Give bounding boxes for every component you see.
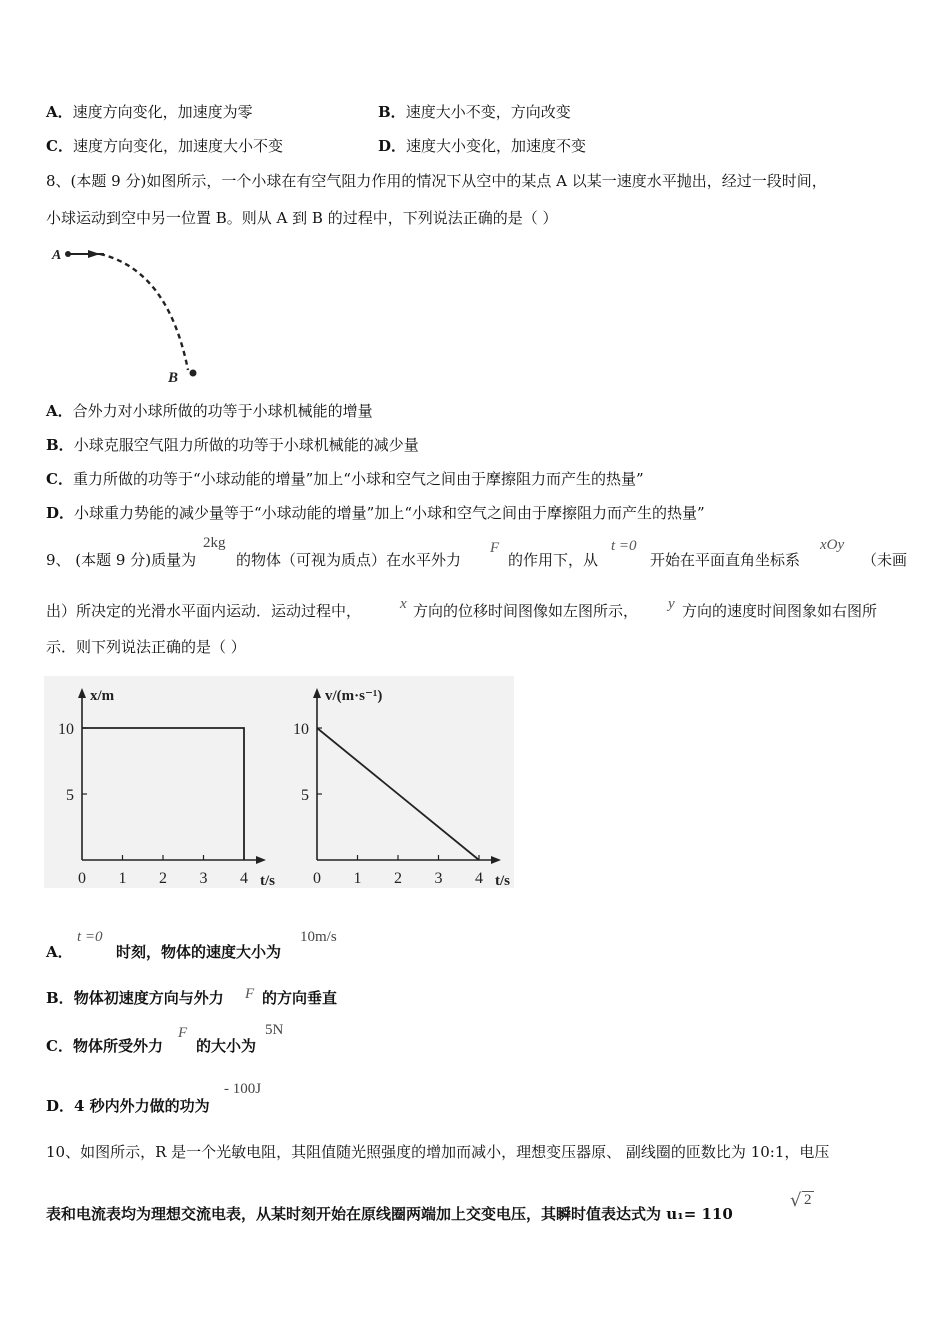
q8-option-a xyxy=(46,401,373,421)
option-letter: A． xyxy=(46,943,73,961)
data-line xyxy=(317,728,479,860)
math-x: x xyxy=(400,596,407,612)
q9-option-c xyxy=(46,1036,163,1056)
option-text: 物体所受外力 xyxy=(72,1037,163,1055)
q9-option-d xyxy=(46,1096,210,1116)
option-text-2: 的大小为 xyxy=(196,1037,257,1055)
math-mass: 2kg xyxy=(203,535,226,551)
option-text: 速度大小不变，方向改变 xyxy=(405,103,571,121)
x-tick-label: 1 xyxy=(353,870,362,887)
q9-stem-line2-part3: 方向的速度时间图象如右图所 xyxy=(682,602,878,620)
option-text: 时刻，物体的速度大小为 xyxy=(116,943,282,961)
q7-option-b xyxy=(378,102,571,122)
q8-trajectory-figure xyxy=(48,240,218,390)
y-axis-arrow xyxy=(78,688,86,698)
option-text: 小球克服空气阻力所做的功等于小球机械能的减少量 xyxy=(73,436,419,454)
q8-stem-line2: 小球运动到空中另一位置 B。则从 A 到 B 的过程中，下列说法正确的是（ ） xyxy=(46,209,558,227)
option-letter: C． xyxy=(46,470,73,488)
sqrt-sign: √ xyxy=(790,1190,802,1211)
velocity-arrowhead xyxy=(88,250,100,258)
q8-option-d xyxy=(46,503,705,523)
x-tick-label: 1 xyxy=(118,870,127,887)
y-axis-label: v/(m·s⁻¹) xyxy=(325,688,383,704)
option-letter: C． xyxy=(46,137,73,155)
math-velocity: 10m/s xyxy=(300,929,337,945)
q9-option-b xyxy=(46,988,224,1008)
dashed-trajectory xyxy=(100,254,188,370)
x-axis-label: t/s xyxy=(260,873,275,888)
option-letter: D． xyxy=(46,1097,75,1115)
option-text: 小球重力势能的减少量等于“小球动能的增量”加上“小球和空气之间由于摩擦阻力而产生的热量” xyxy=(74,504,705,522)
option-text: 速度方向变化，加速度大小不变 xyxy=(72,137,283,155)
q9-stem-part2: 的物体（可视为质点）在水平外力 xyxy=(236,551,462,569)
math-force-f: F xyxy=(245,986,255,1002)
option-text: 物体初速度方向与外力 xyxy=(73,989,224,1007)
q10-stem-line1: 10、如图所示，R 是一个光敏电阻，其阻值随光照强度的增加而减小，理想变压器原、 副线圈的匝数比为 10:1，电压 xyxy=(46,1143,830,1161)
y-axis-label: x/m xyxy=(90,688,115,704)
math-xoy: xOy xyxy=(820,537,845,553)
q9-stem-line3: 示．则下列说法正确的是（ ） xyxy=(46,638,246,656)
math-t-zero: t =0 xyxy=(77,929,103,945)
math-work: - 100J xyxy=(224,1081,262,1097)
x-tick-label: 2 xyxy=(159,870,167,887)
q9-stem-part3: 的作用下，从 xyxy=(508,551,599,569)
y-tick-label: 5 xyxy=(301,787,309,804)
math-force-f: F xyxy=(178,1025,188,1041)
q8-option-c xyxy=(46,469,644,489)
q7-option-d xyxy=(378,136,586,156)
x-t-chart xyxy=(44,676,279,888)
q9-stem-part5: （未画 xyxy=(862,551,908,569)
q10-stem-line2: 表和电流表均为理想交流电表，从某时刻开始在原线圈两端加上交变电压，其瞬时值表达式为 u₁= 110 xyxy=(46,1205,733,1223)
q7-option-c xyxy=(46,136,283,156)
option-letter: B． xyxy=(46,436,74,454)
option-letter: B． xyxy=(46,989,74,1007)
option-text: 速度方向变化，加速度为零 xyxy=(72,103,253,121)
q9-option-a xyxy=(46,942,73,962)
x-tick-label: 3 xyxy=(199,870,208,887)
y-tick-label: 10 xyxy=(293,721,309,738)
data-line xyxy=(82,728,244,860)
q7-option-a xyxy=(46,102,253,122)
q9-stem-line2-part1: 出）所决定的光滑水平面内运动．运动过程中， xyxy=(46,602,362,620)
y-tick-label: 5 xyxy=(66,787,74,804)
q8-option-b xyxy=(46,435,419,455)
x-tick-label: 0 xyxy=(78,870,86,887)
x-tick-label: 3 xyxy=(434,870,443,887)
q9-stem-part4: 开始在平面直角坐标系 xyxy=(650,551,801,569)
x-tick-label: 2 xyxy=(394,870,402,887)
v-t-chart xyxy=(279,676,514,888)
option-letter: B． xyxy=(378,103,406,121)
option-letter: A． xyxy=(46,103,73,121)
q8-stem-line1: 8、(本题 9 分)如图所示，一个小球在有空气阻力作用的情况下从空中的某点 A 以某一速度水平抛出，经过一段时间， xyxy=(46,172,827,190)
x-tick-label: 4 xyxy=(475,870,483,887)
y-axis-arrow xyxy=(313,688,321,698)
x-tick-label: 4 xyxy=(240,870,248,887)
x-tick-label: 0 xyxy=(313,870,321,887)
x-axis-arrow xyxy=(256,856,266,864)
point-b-label: B xyxy=(168,370,179,386)
sqrt-argument: 2 xyxy=(804,1192,812,1208)
math-force-value: 5N xyxy=(265,1022,284,1038)
math-force-f: F xyxy=(490,540,500,556)
x-axis-arrow xyxy=(491,856,501,864)
q9-stem-part1: 9、 (本题 9 分)质量为 xyxy=(46,551,197,569)
math-t-zero: t =0 xyxy=(611,538,637,554)
point-b-dot xyxy=(190,370,197,377)
x-axis-label: t/s xyxy=(495,873,510,888)
option-letter: A． xyxy=(46,402,73,420)
option-letter: C． xyxy=(46,1037,73,1055)
option-letter: D． xyxy=(46,504,75,522)
option-text: 重力所做的功等于“小球动能的增量”加上“小球和空气之间由于摩擦阻力而产生的热量” xyxy=(72,470,644,488)
option-letter: D． xyxy=(378,137,407,155)
y-tick-label: 10 xyxy=(58,721,74,738)
option-text: 4 秒内外力做的功为 xyxy=(74,1097,210,1115)
option-text-2: 的方向垂直 xyxy=(262,989,338,1007)
option-text: 合外力对小球所做的功等于小球机械能的增量 xyxy=(72,402,373,420)
option-text: 速度大小变化，加速度不变 xyxy=(406,137,587,155)
point-a-label: A xyxy=(52,248,62,263)
q9-stem-line2-part2: 方向的位移时间图像如左图所示， xyxy=(413,602,639,620)
math-y: y xyxy=(668,596,675,612)
